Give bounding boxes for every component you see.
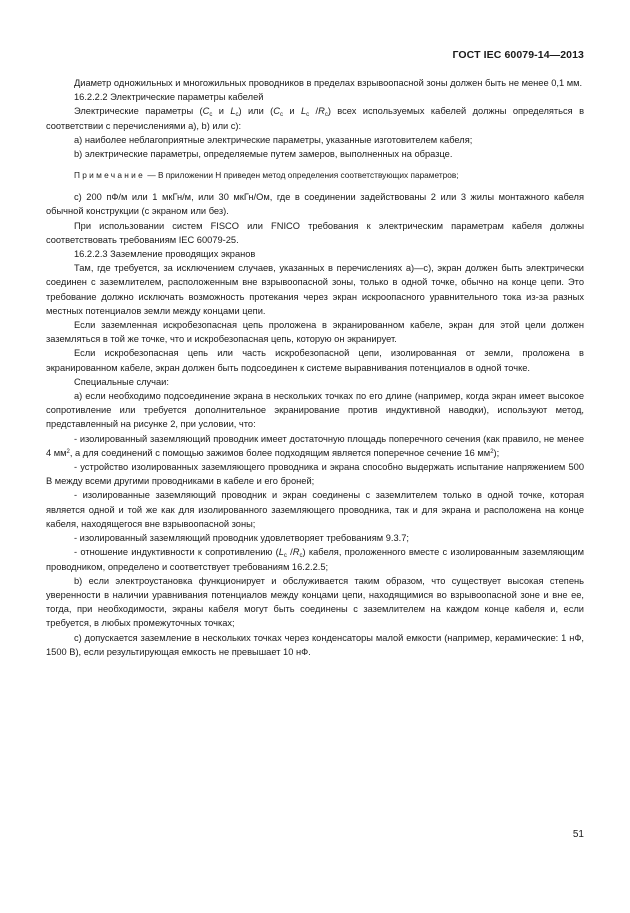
paragraph: Если заземленная искробезопасная цепь проложена в экранированном кабеле, экран для этой цели должен заземляться в той же точке, что и искробезопасная цепь, которую он экранирует. <box>46 320 584 345</box>
paragraph-rich: - отношение индуктивности к сопротивлению ($L_c$ $/R_c$) кабеля, проложенного вместе с изолированным заземляющим проводником, определено и соответствует требованиям 16.2.2.5; <box>46 547 584 572</box>
list-item: а) если необходимо подсоединение экрана в нескольких точках по его длине (например, когда экран имеет высокое сопротивление или требуется дополнительное экранирование против индуктивной наводки), используют метод, представленный на рисунке 2, при условии, что: <box>46 391 584 430</box>
paragraph-rich: Электрические параметры ($C_c$ и $L_c$) или ($C_c$ и $L_c$ $/R_c$) всех используемых кабелей должны определяться в соответствии с перечислениями а), b) или с): <box>46 106 585 131</box>
list-item: - изолированные заземляющий проводник и экран соединены с заземлителем только в одной точке, которая является одной и той же как для изолированного заземляющего проводника, так и для экрана и расположена на конце кабеля, находящегося вне взрывоопасной зоны; <box>46 490 584 529</box>
section-heading: 16.2.2.3 Заземление проводящих экранов <box>74 249 256 260</box>
paragraph-rich: - изолированный заземляющий проводник имеет достаточную площадь поперечного сечения (как правило, не менее 4 $мм^2$, а для соединений с помощью зажимов более подходящим является поперечное сечение 16 $мм^2$); <box>46 433 584 458</box>
page-number: 51 <box>572 829 584 840</box>
paragraph: Диаметр одножильных и многожильных проводников в пределах взрывоопасной зоны должен быть не менее 0,1 мм. <box>74 78 583 88</box>
list-item: с) 200 пФ/м или 1 мкГн/м, или 30 мкГн/Ом, где в соединении задействованы 2 или 3 жилы монтажного кабеля обычной конструкции (с экраном или без). <box>46 192 584 217</box>
list-item: - изолированный заземляющий проводник удовлетворяет требованиям 9.3.7; <box>74 533 409 544</box>
paragraph: Там, где требуется, за исключением случаев, указанных в перечислениях а)—с), экран должен быть электрически соединен с заземлителем, расположенным вне взрывоопасной зоны, только в одной точке, обычно на конце цепи. Это требование должно исключать возможность протекания через экран искроопасного уравнительного тока из-за разных местных потенциалов земли между концами цепи. <box>46 263 584 316</box>
list-item: b) если электроустановка функционирует и обслуживается таким образом, что существует высокая степень уверенности в наличии уравнивания потенциалов между концами цепи, находящимися во взрывоопасной зоне и вне ее, тогда, при необходимости, экраны кабеля могут быть соединены с заземлителем на каждом конце кабеля и, если требуется, в любых промежуточных точках; <box>46 575 584 629</box>
section-heading: 16.2.2.2 Электрические параметры кабелей <box>74 92 264 103</box>
list-item: а) наиболее неблагоприятные электрические параметры, указанные изготовителем кабеля; <box>74 134 473 145</box>
note: Примечание — В приложении Н приведен метод определения соответствующих параметров; <box>74 170 459 181</box>
paragraph: При использовании систем FISCO или FNICO требования к электрическим параметрам кабеля должны соответствовать требованиям IEC 60079-25. <box>46 220 584 245</box>
document-body <box>46 76 584 659</box>
document-header: ГОСТ IEC 60079-14—2013 <box>452 49 584 61</box>
list-item: - устройство изолированных заземляющего проводника и экрана способно выдержать испытание напряжением 500 В между всеми другими проводниками в кабеле и его броней; <box>46 462 584 487</box>
list-item: b) электрические параметры, определяемые путем замеров, выполненных на образце. <box>74 149 453 160</box>
paragraph: Специальные случаи: <box>74 376 169 387</box>
paragraph: Если искробезопасная цепь или часть искробезопасной цепи, изолированная от земли, проложена в экранированном кабеле, экран должен быть подсоединен к системе выравнивания потенциалов в одной точке. <box>46 348 584 373</box>
list-item: с) допускается заземление в нескольких точках через конденсаторы малой емкости (например, керамические: 1 нФ, 1500 В), если результирующая емкость не превышает 10 нФ. <box>46 632 584 657</box>
